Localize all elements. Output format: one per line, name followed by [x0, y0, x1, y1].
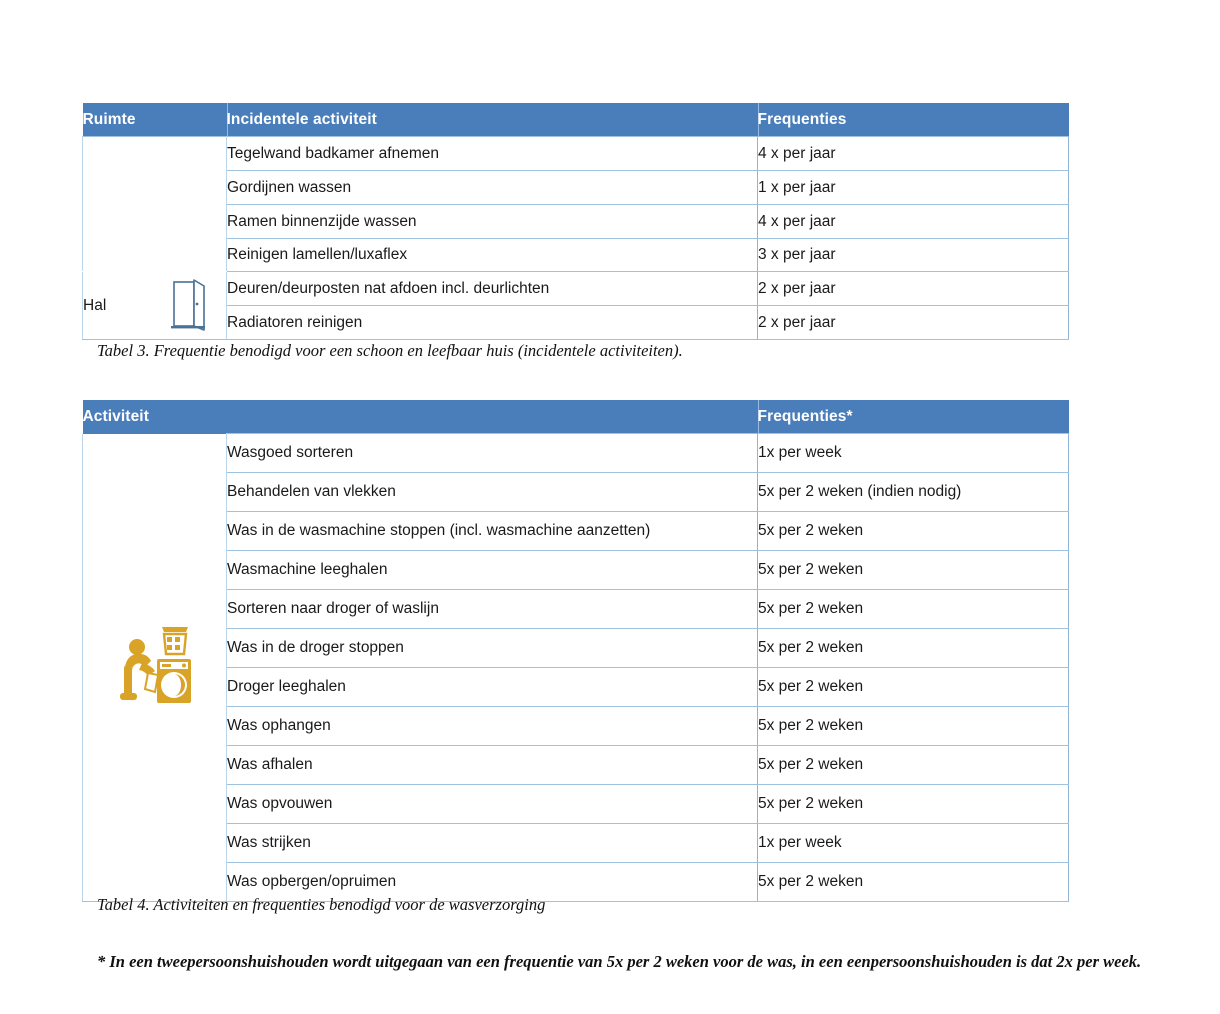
- table1-activity-5: Radiatoren reinigen: [227, 306, 758, 340]
- table2-activity-1: Behandelen van vlekken: [227, 473, 758, 512]
- table2-activity-11: Was opbergen/opruimen: [227, 863, 758, 902]
- table2-frequency-7: 5x per 2 weken: [758, 707, 1069, 746]
- table1-activity-1: Gordijnen wassen: [227, 171, 758, 205]
- table1-frequency-5: 2 x per jaar: [758, 306, 1069, 340]
- table2-header-activiteit: Activiteit: [83, 400, 758, 434]
- table1-room-label-hal: Hal: [83, 296, 107, 314]
- table2-activity-8: Was afhalen: [227, 746, 758, 785]
- table-row: [83, 590, 1069, 629]
- table2-frequency-11: 5x per 2 weken: [758, 863, 1069, 902]
- table-row: [83, 512, 1069, 551]
- table2-activity-4: Sorteren naar droger of waslijn: [227, 590, 758, 629]
- table2-header-row: [83, 400, 1069, 434]
- table2-header-frequenties: Frequenties*: [758, 400, 1069, 434]
- table1-header-row: [83, 103, 1069, 137]
- table2-caption: Tabel 4. Activiteiten en frequenties benodigd voor de wasverzorging: [97, 895, 546, 914]
- table2-frequency-2: 5x per 2 weken: [758, 512, 1069, 551]
- table1-room-cell-hal: [83, 272, 227, 340]
- table2-activity-0: Wasgoed sorteren: [227, 434, 758, 473]
- table1-header-frequenties: Frequenties: [758, 103, 1069, 137]
- table1-room-cell-empty: [83, 137, 227, 272]
- table-row: [83, 434, 1069, 473]
- table-row: [83, 746, 1069, 785]
- table1-activity-4: Deuren/deurposten nat afdoen incl. deurlichten: [227, 272, 758, 306]
- table2-frequency-5: 5x per 2 weken: [758, 629, 1069, 668]
- table-row: [83, 137, 1069, 171]
- table2-frequency-3: 5x per 2 weken: [758, 551, 1069, 590]
- table-row: [83, 473, 1069, 512]
- table1-frequency-0: 4 x per jaar: [758, 137, 1069, 171]
- table1-activity-2: Ramen binnenzijde wassen: [227, 205, 758, 239]
- table-row: [83, 668, 1069, 707]
- table2-frequency-0: 1x per week: [758, 434, 1069, 473]
- laundry-activities-table: [82, 400, 1069, 902]
- table-row: [83, 272, 1069, 306]
- table1-activity-0: Tegelwand badkamer afnemen: [227, 137, 758, 171]
- table1-caption: Tabel 3. Frequentie benodigd voor een schoon en leefbaar huis (incidentele activiteiten).: [97, 341, 683, 360]
- table1-header-ruimte: Ruimte: [83, 103, 227, 137]
- table2-icon-cell: [83, 434, 227, 902]
- table1-frequency-1: 1 x per jaar: [758, 171, 1069, 205]
- table-row: [83, 824, 1069, 863]
- table1-frequency-2: 4 x per jaar: [758, 205, 1069, 239]
- table-row: [83, 239, 1069, 272]
- table2-activity-5: Was in de droger stoppen: [227, 629, 758, 668]
- table2-activity-3: Wasmachine leeghalen: [227, 551, 758, 590]
- table2-frequency-10: 1x per week: [758, 824, 1069, 863]
- table2-activity-10: Was strijken: [227, 824, 758, 863]
- table-row: [83, 171, 1069, 205]
- table-row: [83, 629, 1069, 668]
- table1-frequency-4: 2 x per jaar: [758, 272, 1069, 306]
- table2-activity-7: Was ophangen: [227, 707, 758, 746]
- table-row: [83, 551, 1069, 590]
- table2-activity-9: Was opvouwen: [227, 785, 758, 824]
- open-door-icon: [168, 279, 208, 333]
- table2-activity-6: Droger leeghalen: [227, 668, 758, 707]
- table2-frequency-9: 5x per 2 weken: [758, 785, 1069, 824]
- table-row: [83, 785, 1069, 824]
- table1-frequency-3: 3 x per jaar: [758, 239, 1069, 272]
- table1-header-activiteit: Incidentele activiteit: [227, 103, 758, 137]
- incidental-activities-table: [82, 103, 1069, 340]
- laundry-washing-machine-icon: [115, 694, 195, 711]
- table-row: [83, 306, 1069, 340]
- table2-frequency-4: 5x per 2 weken: [758, 590, 1069, 629]
- table-row: [83, 707, 1069, 746]
- table1-activity-3: Reinigen lamellen/luxaflex: [227, 239, 758, 272]
- footnote-text: * In een tweepersoonshuishouden wordt uitgegaan van een frequentie van 5x per 2 weken voor de was, in een eenpersoonshuishouden is dat 2x per week.: [97, 952, 1142, 971]
- table2-frequency-6: 5x per 2 weken: [758, 668, 1069, 707]
- table-row: [83, 205, 1069, 239]
- table2-frequency-1: 5x per 2 weken (indien nodig): [758, 473, 1069, 512]
- table2-frequency-8: 5x per 2 weken: [758, 746, 1069, 785]
- table2-activity-2: Was in de wasmachine stoppen (incl. wasmachine aanzetten): [227, 512, 758, 551]
